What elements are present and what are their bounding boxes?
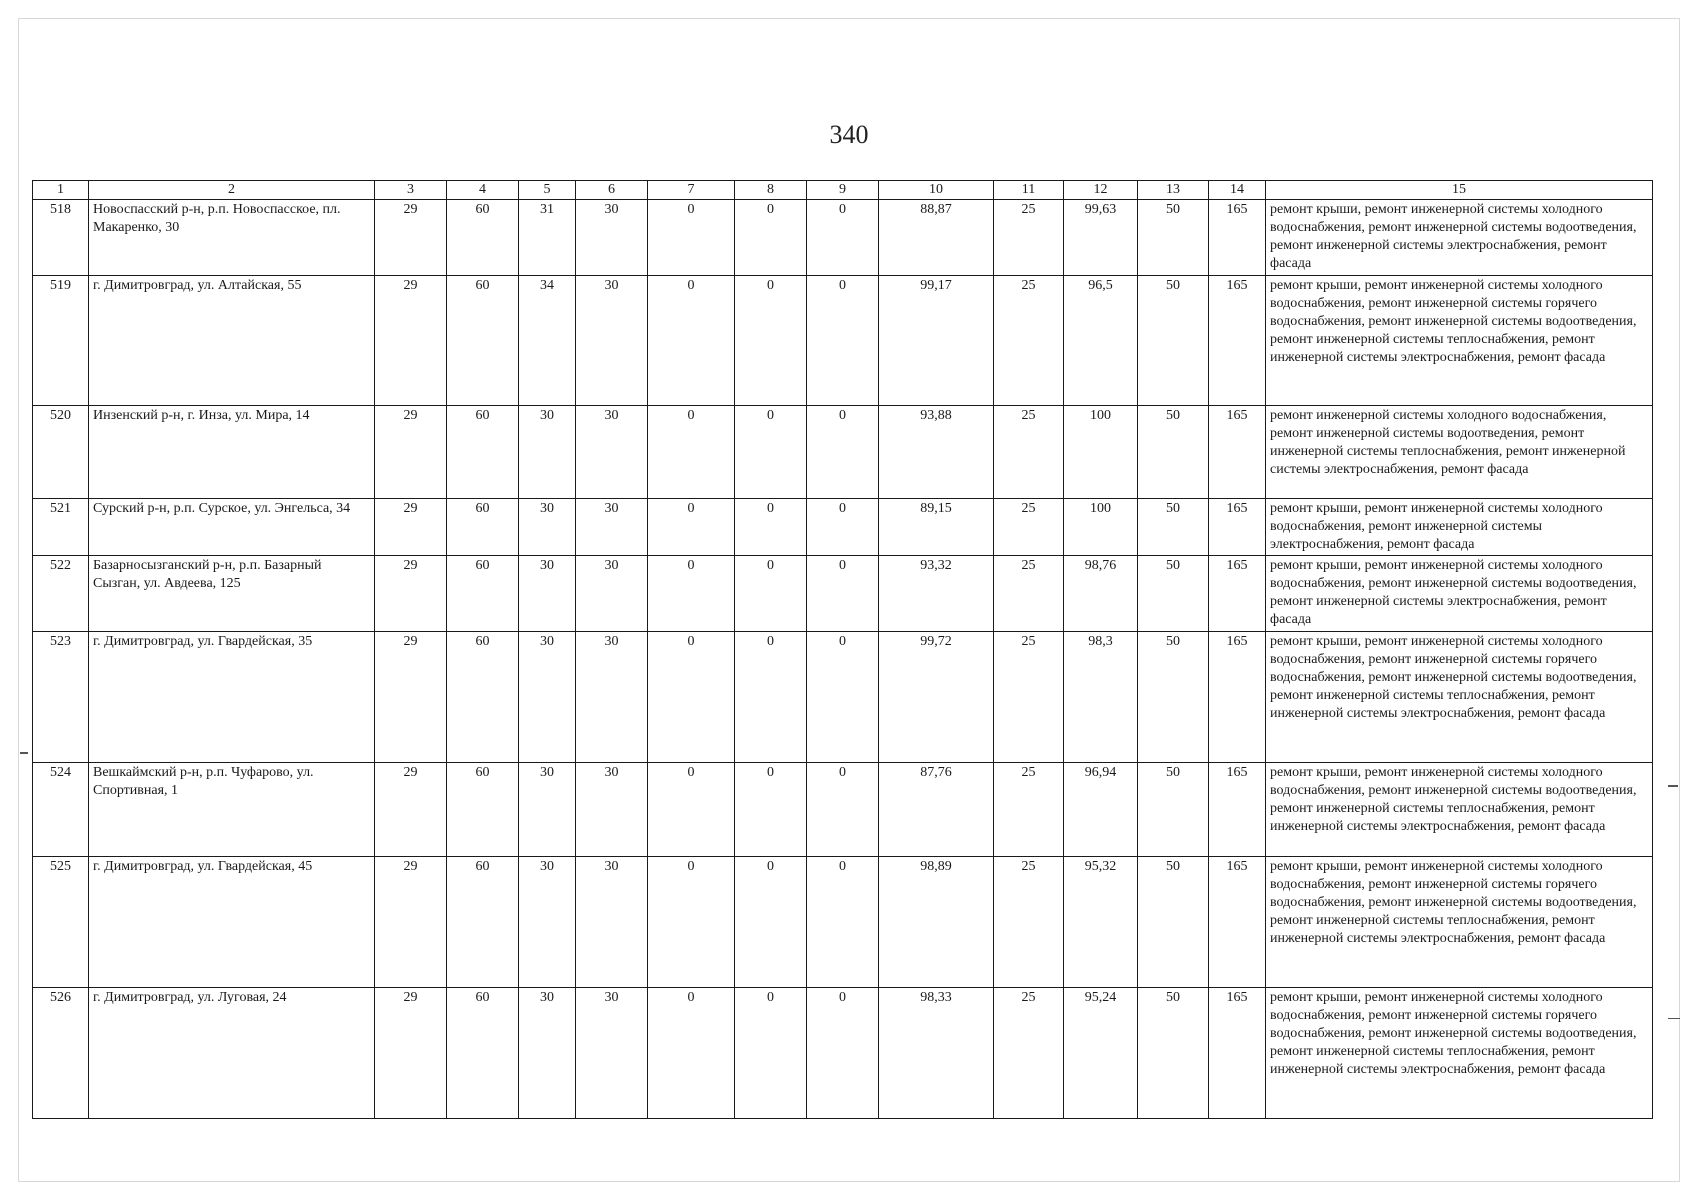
row-number: 524: [33, 763, 89, 857]
value-cell: 60: [447, 276, 519, 406]
value-cell: 0: [807, 200, 879, 276]
value-cell: 25: [994, 556, 1064, 632]
header-cell: 7: [648, 181, 735, 200]
value-cell: 34: [519, 276, 576, 406]
value-cell: 30: [576, 200, 648, 276]
value-cell: 165: [1209, 556, 1266, 632]
value-cell: 0: [807, 988, 879, 1119]
address-cell: г. Димитровград, ул. Луговая, 24: [89, 988, 375, 1119]
value-cell: 99,72: [879, 632, 994, 763]
table-row: [33, 200, 1653, 276]
value-cell: 30: [576, 556, 648, 632]
value-cell: 0: [807, 276, 879, 406]
value-cell: 0: [807, 763, 879, 857]
value-cell: 0: [648, 556, 735, 632]
value-cell: 88,87: [879, 200, 994, 276]
value-cell: 0: [648, 200, 735, 276]
row-number: 522: [33, 556, 89, 632]
value-cell: 30: [576, 988, 648, 1119]
value-cell: 0: [735, 763, 807, 857]
value-cell: 98,33: [879, 988, 994, 1119]
value-cell: 30: [576, 857, 648, 988]
value-cell: 95,32: [1064, 857, 1138, 988]
value-cell: 0: [648, 763, 735, 857]
works-cell: ремонт крыши, ремонт инженерной системы холодного водоснабжения, ремонт инженерной системы водоотведения, ремонт инженерной системы теплоснабжения, ремонт инженерной системы электроснабжения, ремонт фасада: [1266, 763, 1653, 857]
value-cell: 0: [735, 632, 807, 763]
header-cell: 15: [1266, 181, 1653, 200]
value-cell: 98,89: [879, 857, 994, 988]
works-cell: ремонт крыши, ремонт инженерной системы холодного водоснабжения, ремонт инженерной системы водоотведения, ремонт инженерной системы электроснабжения, ремонт фасада: [1266, 556, 1653, 632]
table-row: [33, 763, 1653, 857]
value-cell: 31: [519, 200, 576, 276]
value-cell: 0: [807, 857, 879, 988]
value-cell: 89,15: [879, 499, 994, 556]
value-cell: 50: [1138, 200, 1209, 276]
table-row: [33, 499, 1653, 556]
value-cell: 50: [1138, 556, 1209, 632]
value-cell: 0: [735, 276, 807, 406]
value-cell: 30: [576, 763, 648, 857]
header-cell: 10: [879, 181, 994, 200]
value-cell: 50: [1138, 499, 1209, 556]
works-cell: ремонт крыши, ремонт инженерной системы холодного водоснабжения, ремонт инженерной системы горячего водоснабжения, ремонт инженерной системы водоотведения, ремонт инженерной системы теплоснабжения, ремонт инженерной системы электроснабжения, ремонт фасада: [1266, 276, 1653, 406]
value-cell: 30: [576, 276, 648, 406]
value-cell: 98,76: [1064, 556, 1138, 632]
row-number: 518: [33, 200, 89, 276]
address-cell: Сурский р-н, р.п. Сурское, ул. Энгельса, 34: [89, 499, 375, 556]
value-cell: 100: [1064, 499, 1138, 556]
value-cell: 0: [735, 988, 807, 1119]
value-cell: 0: [735, 200, 807, 276]
header-cell: 5: [519, 181, 576, 200]
value-cell: 93,88: [879, 406, 994, 499]
value-cell: 29: [375, 556, 447, 632]
works-cell: ремонт крыши, ремонт инженерной системы холодного водоснабжения, ремонт инженерной системы электроснабжения, ремонт фасада: [1266, 499, 1653, 556]
value-cell: 30: [576, 499, 648, 556]
value-cell: 0: [648, 276, 735, 406]
value-cell: 50: [1138, 632, 1209, 763]
value-cell: 50: [1138, 857, 1209, 988]
value-cell: 0: [648, 499, 735, 556]
value-cell: 87,76: [879, 763, 994, 857]
table-row: [33, 556, 1653, 632]
value-cell: 165: [1209, 763, 1266, 857]
value-cell: 25: [994, 988, 1064, 1119]
value-cell: 29: [375, 499, 447, 556]
value-cell: 60: [447, 632, 519, 763]
value-cell: 29: [375, 276, 447, 406]
value-cell: 29: [375, 857, 447, 988]
value-cell: 0: [735, 406, 807, 499]
value-cell: 29: [375, 988, 447, 1119]
data-table: [32, 180, 1653, 1119]
value-cell: 60: [447, 499, 519, 556]
header-cell: 6: [576, 181, 648, 200]
value-cell: 165: [1209, 200, 1266, 276]
value-cell: 165: [1209, 499, 1266, 556]
value-cell: 30: [519, 632, 576, 763]
value-cell: 25: [994, 632, 1064, 763]
value-cell: 93,32: [879, 556, 994, 632]
header-cell: 9: [807, 181, 879, 200]
value-cell: 100: [1064, 406, 1138, 499]
value-cell: 50: [1138, 406, 1209, 499]
value-cell: 25: [994, 857, 1064, 988]
value-cell: 0: [807, 556, 879, 632]
row-number: 523: [33, 632, 89, 763]
address-cell: Вешкаймский р-н, р.п. Чуфарово, ул. Спортивная, 1: [89, 763, 375, 857]
header-cell: 2: [89, 181, 375, 200]
value-cell: 60: [447, 556, 519, 632]
value-cell: 60: [447, 988, 519, 1119]
row-number: 520: [33, 406, 89, 499]
value-cell: 165: [1209, 276, 1266, 406]
row-number: 521: [33, 499, 89, 556]
value-cell: 30: [519, 406, 576, 499]
page-number: 340: [829, 120, 869, 149]
value-cell: 60: [447, 857, 519, 988]
header-cell: 11: [994, 181, 1064, 200]
works-cell: ремонт инженерной системы холодного водоснабжения, ремонт инженерной системы водоотведения, ремонт инженерной системы теплоснабжения, ремонт инженерной системы электроснабжения, ремонт фасада: [1266, 406, 1653, 499]
header-cell: 13: [1138, 181, 1209, 200]
works-cell: ремонт крыши, ремонт инженерной системы холодного водоснабжения, ремонт инженерной системы горячего водоснабжения, ремонт инженерной системы водоотведения, ремонт инженерной системы теплоснабжения, ремонт инженерной системы электроснабжения, ремонт фасада: [1266, 857, 1653, 988]
table-row: [33, 857, 1653, 988]
value-cell: 25: [994, 406, 1064, 499]
header-cell: 8: [735, 181, 807, 200]
row-number: 525: [33, 857, 89, 988]
value-cell: 0: [735, 857, 807, 988]
address-cell: г. Димитровград, ул. Гвардейская, 35: [89, 632, 375, 763]
value-cell: 0: [648, 988, 735, 1119]
value-cell: 0: [735, 556, 807, 632]
value-cell: 29: [375, 200, 447, 276]
value-cell: 29: [375, 763, 447, 857]
value-cell: 99,17: [879, 276, 994, 406]
value-cell: 0: [648, 406, 735, 499]
value-cell: 29: [375, 632, 447, 763]
header-cell: 12: [1064, 181, 1138, 200]
value-cell: 50: [1138, 276, 1209, 406]
address-cell: Инзенский р-н, г. Инза, ул. Мира, 14: [89, 406, 375, 499]
value-cell: 95,24: [1064, 988, 1138, 1119]
value-cell: 165: [1209, 988, 1266, 1119]
value-cell: 0: [648, 857, 735, 988]
header-cell: 3: [375, 181, 447, 200]
value-cell: 165: [1209, 857, 1266, 988]
value-cell: 96,5: [1064, 276, 1138, 406]
value-cell: 165: [1209, 632, 1266, 763]
value-cell: 25: [994, 763, 1064, 857]
value-cell: 0: [735, 499, 807, 556]
value-cell: 30: [576, 632, 648, 763]
table-row: [33, 632, 1653, 763]
works-cell: ремонт крыши, ремонт инженерной системы холодного водоснабжения, ремонт инженерной системы горячего водоснабжения, ремонт инженерной системы водоотведения, ремонт инженерной системы теплоснабжения, ремонт инженерной системы электроснабжения, ремонт фасада: [1266, 632, 1653, 763]
value-cell: 25: [994, 200, 1064, 276]
header-cell: 4: [447, 181, 519, 200]
table-header-row: [33, 181, 1653, 200]
value-cell: 50: [1138, 763, 1209, 857]
value-cell: 0: [807, 499, 879, 556]
value-cell: 30: [519, 988, 576, 1119]
scan-mark-right-lower: [1668, 1018, 1680, 1019]
value-cell: 96,94: [1064, 763, 1138, 857]
value-cell: 25: [994, 276, 1064, 406]
address-cell: Базарносызганский р-н, р.п. Базарный Сызган, ул. Авдеева, 125: [89, 556, 375, 632]
value-cell: 98,3: [1064, 632, 1138, 763]
table-row: [33, 988, 1653, 1119]
value-cell: 0: [807, 632, 879, 763]
value-cell: 30: [519, 556, 576, 632]
header-cell: 1: [33, 181, 89, 200]
scan-mark-right: [1668, 785, 1678, 787]
address-cell: г. Димитровград, ул. Гвардейская, 45: [89, 857, 375, 988]
value-cell: 29: [375, 406, 447, 499]
row-number: 519: [33, 276, 89, 406]
row-number: 526: [33, 988, 89, 1119]
value-cell: 30: [519, 857, 576, 988]
works-cell: ремонт крыши, ремонт инженерной системы холодного водоснабжения, ремонт инженерной системы горячего водоснабжения, ремонт инженерной системы водоотведения, ремонт инженерной системы теплоснабжения, ремонт инженерной системы электроснабжения, ремонт фасада: [1266, 988, 1653, 1119]
table-row: [33, 276, 1653, 406]
works-cell: ремонт крыши, ремонт инженерной системы холодного водоснабжения, ремонт инженерной системы водоотведения, ремонт инженерной системы электроснабжения, ремонт фасада: [1266, 200, 1653, 276]
value-cell: 0: [648, 632, 735, 763]
address-cell: Новоспасский р-н, р.п. Новоспасское, пл. Макаренко, 30: [89, 200, 375, 276]
value-cell: 60: [447, 200, 519, 276]
value-cell: 60: [447, 763, 519, 857]
address-cell: г. Димитровград, ул. Алтайская, 55: [89, 276, 375, 406]
scan-mark-left: [20, 752, 28, 754]
value-cell: 50: [1138, 988, 1209, 1119]
value-cell: 99,63: [1064, 200, 1138, 276]
value-cell: 30: [576, 406, 648, 499]
value-cell: 30: [519, 763, 576, 857]
value-cell: 60: [447, 406, 519, 499]
value-cell: 25: [994, 499, 1064, 556]
table-row: [33, 406, 1653, 499]
value-cell: 165: [1209, 406, 1266, 499]
value-cell: 30: [519, 499, 576, 556]
value-cell: 0: [807, 406, 879, 499]
header-cell: 14: [1209, 181, 1266, 200]
